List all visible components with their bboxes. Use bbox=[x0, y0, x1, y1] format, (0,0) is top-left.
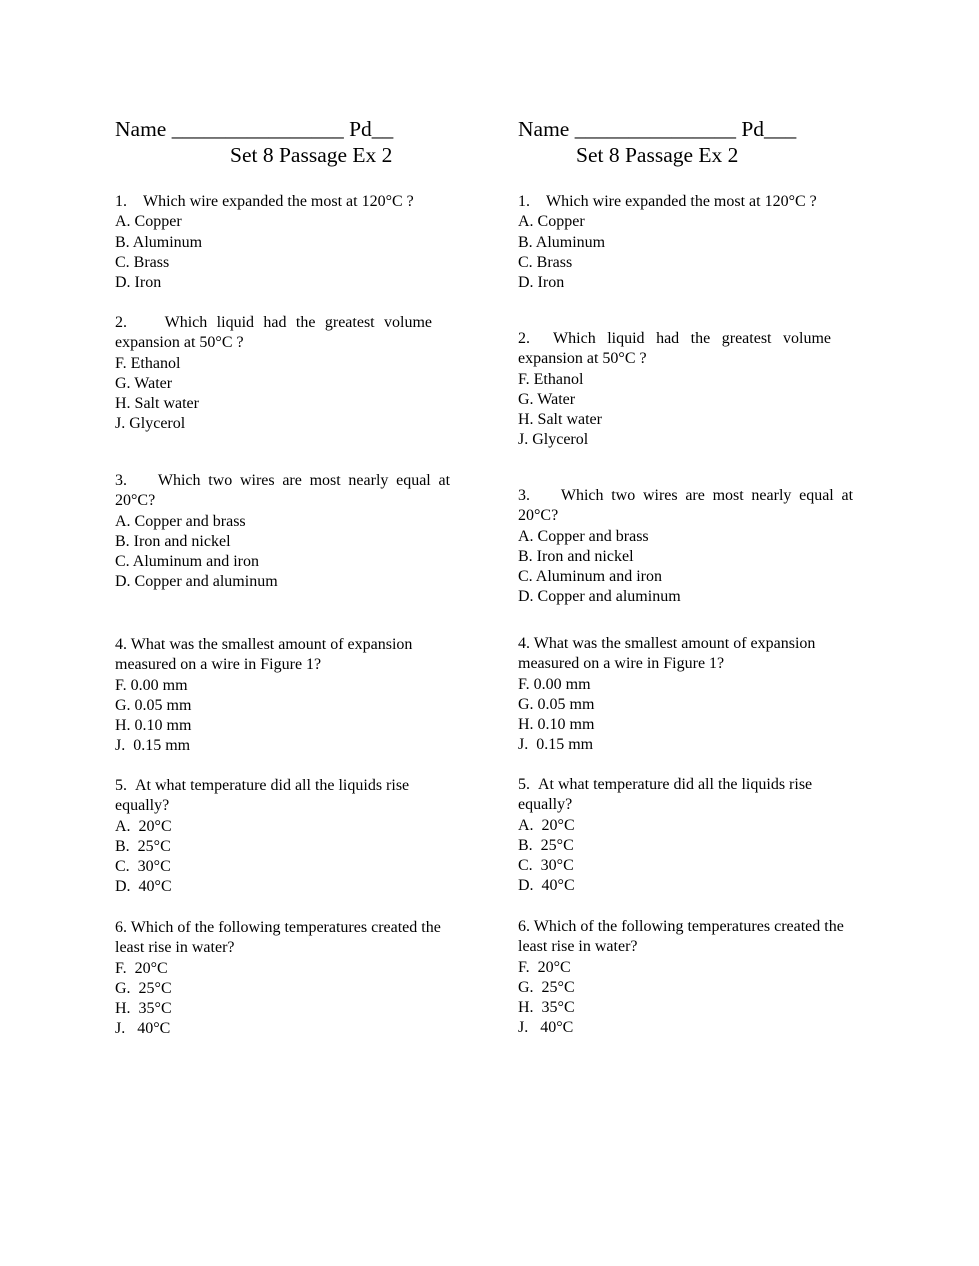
answer-option: J. 0.15 mm bbox=[115, 737, 191, 755]
answer-option: C. 30°C bbox=[115, 858, 171, 876]
name-period-line: Name ________________ Pd__ bbox=[115, 117, 394, 141]
answer-option: D. Copper and aluminum bbox=[518, 588, 681, 606]
answer-option: J. 40°C bbox=[518, 1019, 574, 1037]
question-5 bbox=[115, 776, 450, 898]
worksheet-left-copy bbox=[115, 116, 455, 1038]
question-stem: 6. Which of the following temperatures created the least rise in water? bbox=[518, 918, 844, 956]
answer-option: F. 20°C bbox=[518, 958, 571, 976]
answer-option: C. 30°C bbox=[518, 857, 574, 875]
answer-option: B. 25°C bbox=[518, 836, 574, 854]
question-stem: 5. At what temperature did all the liquids rise equally? bbox=[518, 776, 813, 814]
answer-option: A. Copper and brass bbox=[518, 527, 649, 545]
question-stem: 1. Which wire expanded the most at 120°C ? bbox=[115, 193, 414, 210]
worksheet-title: Set 8 Passage Ex 2 bbox=[576, 143, 739, 167]
question-stem: 4. What was the smallest amount of expansion measured on a wire in Figure 1? bbox=[518, 635, 816, 673]
answer-option: H. Salt water bbox=[518, 411, 602, 429]
answer-option: F. Ethanol bbox=[115, 354, 181, 372]
question-stem: 4. What was the smallest amount of expansion measured on a wire in Figure 1? bbox=[115, 636, 413, 674]
answer-option: C. Brass bbox=[518, 253, 573, 271]
answer-option: C. Aluminum and iron bbox=[115, 553, 259, 571]
answer-option: A. Copper bbox=[518, 213, 585, 231]
question-2 bbox=[115, 313, 432, 435]
answer-option: D. 40°C bbox=[518, 877, 575, 895]
question-stem: 2. Which liquid had the greatest volume expansion at 50°C ? bbox=[115, 314, 433, 352]
question-stem: 2. Which liquid had the greatest volume expansion at 50°C ? bbox=[518, 330, 832, 368]
answer-option: A. Copper and brass bbox=[115, 512, 246, 530]
answer-option: H. 35°C bbox=[518, 999, 575, 1017]
worksheet-title: Set 8 Passage Ex 2 bbox=[230, 143, 393, 167]
answer-option: A. 20°C bbox=[518, 816, 575, 834]
answer-option: J. 0.15 mm bbox=[518, 736, 594, 754]
question-6 bbox=[115, 918, 450, 1040]
answer-option: B. Aluminum bbox=[115, 233, 203, 251]
answer-option: B. Iron and nickel bbox=[518, 547, 634, 565]
question-2 bbox=[518, 329, 831, 451]
answer-option: G. 0.05 mm bbox=[115, 696, 192, 714]
answer-option: G. 25°C bbox=[518, 978, 575, 996]
question-4 bbox=[518, 634, 853, 756]
answer-option: D. Copper and aluminum bbox=[115, 573, 278, 591]
name-period-line: Name _______________ Pd___ bbox=[518, 117, 797, 141]
question-3 bbox=[115, 471, 450, 593]
answer-option: J. 40°C bbox=[115, 1020, 171, 1038]
answer-option: F. 20°C bbox=[115, 959, 168, 977]
question-1 bbox=[115, 192, 450, 293]
answer-option: J. Glycerol bbox=[518, 431, 589, 449]
answer-option: H. 0.10 mm bbox=[115, 717, 192, 735]
answer-option: F. Ethanol bbox=[518, 370, 584, 388]
answer-option: H. 0.10 mm bbox=[518, 716, 595, 734]
answer-option: A. Copper bbox=[115, 213, 182, 231]
question-stem: 5. At what temperature did all the liquids rise equally? bbox=[115, 777, 410, 815]
answer-option: B. Aluminum bbox=[518, 233, 606, 251]
question-3 bbox=[518, 486, 853, 608]
answer-option: D. 40°C bbox=[115, 878, 172, 896]
answer-option: H. 35°C bbox=[115, 1000, 172, 1018]
answer-option: G. 0.05 mm bbox=[518, 695, 595, 713]
question-stem: 6. Which of the following temperatures created the least rise in water? bbox=[115, 919, 441, 957]
question-4 bbox=[115, 635, 450, 757]
answer-option: G. Water bbox=[115, 374, 173, 392]
question-stem: 3. Which two wires are most nearly equal at 20°C? bbox=[518, 487, 854, 525]
answer-option: D. Iron bbox=[518, 274, 565, 292]
question-stem: 1. Which wire expanded the most at 120°C ? bbox=[518, 193, 817, 210]
answer-option: F. 0.00 mm bbox=[518, 675, 591, 693]
question-6 bbox=[518, 917, 853, 1039]
answer-option: A. 20°C bbox=[115, 817, 172, 835]
answer-option: G. Water bbox=[518, 390, 576, 408]
question-5 bbox=[518, 775, 853, 897]
worksheet-right-copy bbox=[518, 116, 858, 1037]
answer-option: B. 25°C bbox=[115, 837, 171, 855]
answer-option: B. Iron and nickel bbox=[115, 532, 231, 550]
answer-option: J. Glycerol bbox=[115, 415, 186, 433]
question-stem: 3. Which two wires are most nearly equal at 20°C? bbox=[115, 472, 451, 510]
answer-option: C. Aluminum and iron bbox=[518, 568, 662, 586]
answer-option: C. Brass bbox=[115, 253, 170, 271]
answer-option: H. Salt water bbox=[115, 395, 199, 413]
answer-option: D. Iron bbox=[115, 274, 162, 292]
answer-option: G. 25°C bbox=[115, 979, 172, 997]
question-1 bbox=[518, 192, 853, 293]
answer-option: F. 0.00 mm bbox=[115, 676, 188, 694]
